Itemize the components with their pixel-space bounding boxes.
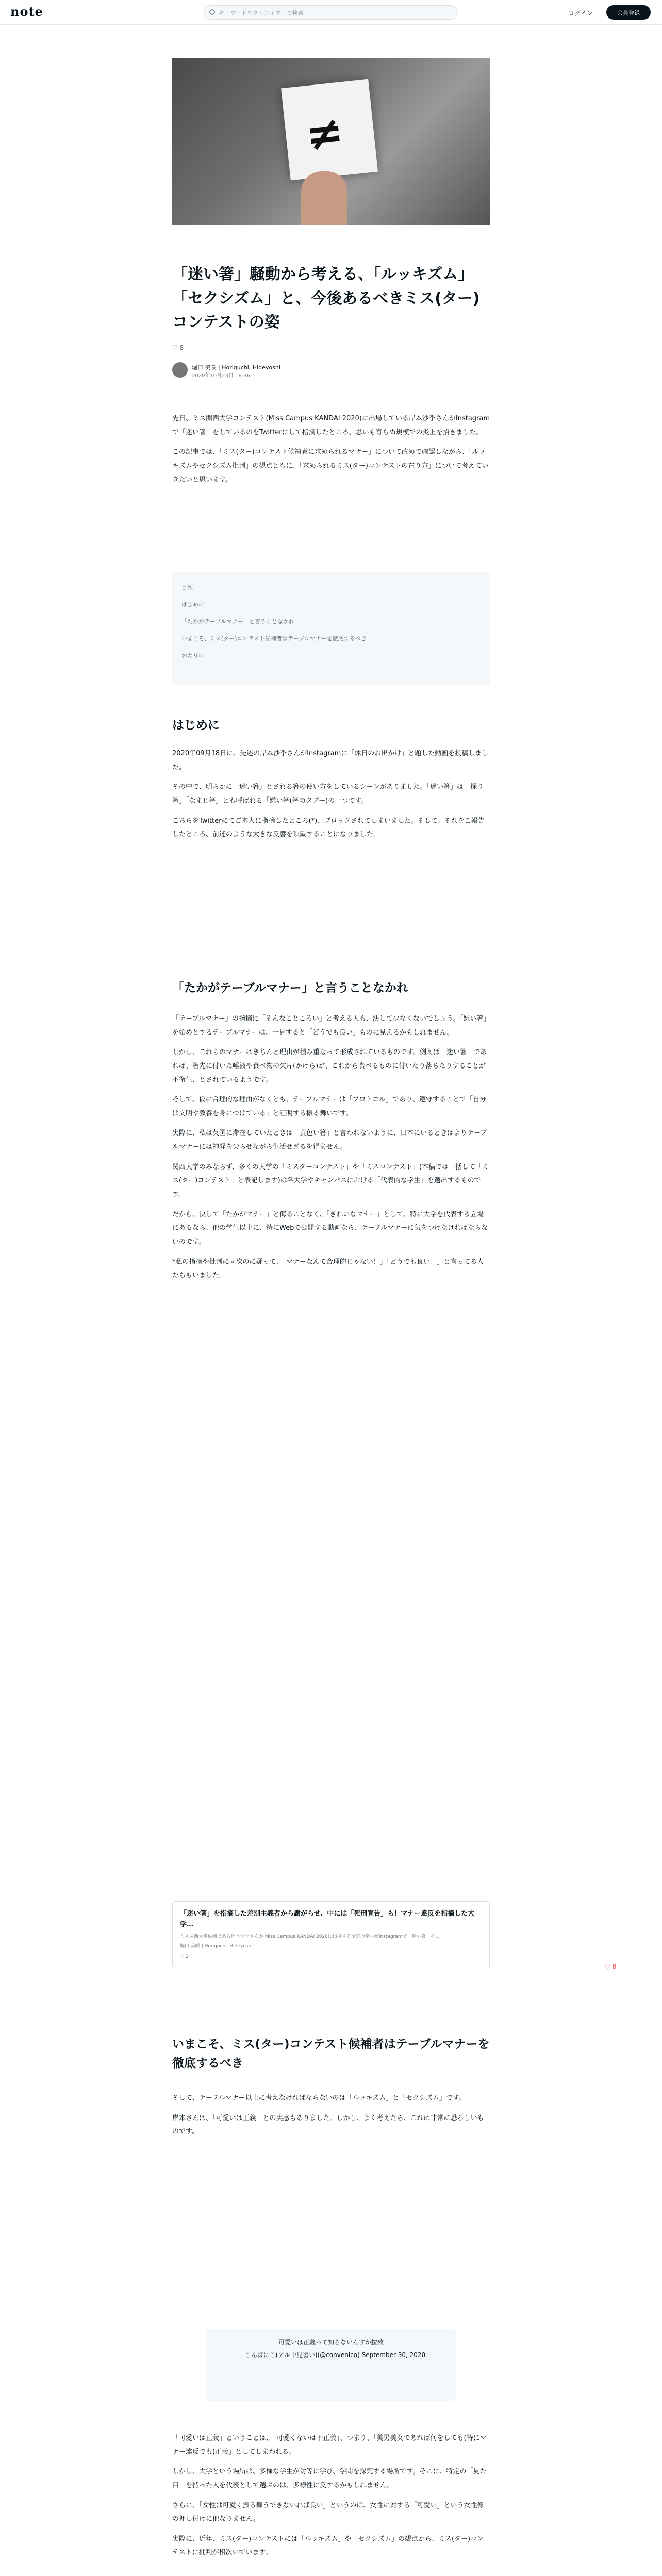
section-heading: はじめに — [172, 719, 220, 732]
table-of-contents — [172, 572, 490, 685]
paragraph: 「テーブルマナー」の指摘に「そんなこところい」と考える人も、決して少なくないでしょう。「嫌い箸」を始めとするテーブルマナーは、一見すると「どうでも良い」ものに見えるかもしれません。 — [172, 1015, 487, 1037]
section-body — [172, 1012, 490, 1289]
search-input[interactable] — [204, 5, 458, 20]
embed-author: 堀口 美咲 | Horiguchi, Hideyoshi — [180, 1944, 253, 1950]
section-heading: いまこそ、ミス(ター)コンテスト候補者はテーブルマナーを徹底するべき — [172, 2038, 490, 2070]
paragraph: 関西大学のみならず、多くの大学の「ミスターコンテスト」や「ミスコンテスト」(本稿では一括して「ミス(ター)コンテスト」と表記します)は各大学やキャンパスにおける「代表的な学生」を選出するものです。 — [172, 1163, 489, 1199]
paragraph: 岸本さんは、「可愛いは正義」との実感もありました。しかし、よく考えたら、これは非常に恐ろしいものです。 — [172, 2114, 484, 2136]
paragraph: しかし、これらのマナーはきちんと理由が積み重なって形成されているものです。例えば「迷い箸」であれば、箸先に付いた唾液や食べ物の欠片(かけら)が、これから食べるものに付いたり落ちたりすることが不衛生、とされているようです。 — [172, 1048, 487, 1084]
avatar[interactable] — [172, 362, 188, 378]
like-button[interactable]: ♡ 8 — [172, 344, 184, 351]
paragraph: だから、決して「たかがマナー」と侮ることなく、「きれいなマナー」として、特に大学を代表する立場にあるなら、他の学生以上に、特にWebで公開する動画なら、テーブルマナーに気をつけなければならないのです。 — [172, 1210, 488, 1246]
embed-like-count: 2 — [185, 1954, 189, 1959]
toc-item[interactable]: いまこそ、ミス(ター)コンテスト候補者はテーブルマナーを徹底するべき — [181, 630, 481, 647]
paragraph: 実際に、近年、ミス(ター)コンテストには「ルッキズム」や「セクシズム」の観点から、ミス(ター)コンテストに批判が相次いでいます。 — [172, 2535, 484, 2557]
intro — [172, 412, 490, 493]
signup-button[interactable]: 会員登録 — [606, 5, 651, 20]
paragraph: そして、仮に合理的な理由がなくとも、テーブルマナーは「プロトコル」であり、遵守することで「自分は文明や教養を身につけている」と証明する振る舞いです。 — [172, 1096, 487, 1117]
article-date: 2020年10月23日 18:36 — [192, 373, 250, 379]
section-body — [172, 747, 490, 848]
hero-hand — [301, 171, 347, 225]
section-body — [172, 2092, 490, 2145]
tweet-author[interactable]: — こんばにこ(アル中見習い)(@convenico) September 30, 2020 — [236, 2351, 426, 2359]
like-count: 8 — [179, 344, 184, 351]
side-like-count: 8 — [612, 1963, 617, 1970]
not-equal-icon: ≠ — [303, 105, 346, 162]
paragraph: こちらをTwitterにてご本人に指摘したところ(*)、ブロックされてしまいました。そして、それをご報告したところ、前述のような大きな反響を頂戴することになりました。 — [172, 817, 485, 839]
toc-item[interactable]: 「たかがテーブルマナー」と言うことなかれ — [181, 613, 481, 630]
embedded-tweet[interactable] — [206, 2329, 456, 2401]
author-name[interactable]: 堀口 美咲 | Horiguchi, Hideyoshi — [192, 364, 280, 371]
intro-paragraph: この記事では、「ミス(ター)コンテスト候補者に求められるマナー」について改めて確認しながら、「ルッキズムやセクシズム批判」の観点ともに、「求められるミス(ター)コンテストの在り方」について考えていきたいと思います。 — [172, 448, 489, 484]
login-button[interactable]: ログイン — [568, 10, 593, 17]
toc-label[interactable]: 目次 — [181, 579, 481, 596]
search-placeholder: キーワードやクリエイターで検索 — [219, 10, 304, 16]
search-icon — [209, 9, 215, 15]
embed-title: 「迷い箸」を指摘した差別主義者から謝がらせ、中には「死刑宣告」も！マナー違反を指摘した大学… — [180, 1910, 475, 1928]
paragraph: しかし、大学という場所は、多様な学生が対等に学び、学問を探究する場所です。そこに、特定の「見た目」を持った人を代表として選ぶのは、多様性に反するかもしれません。 — [172, 2468, 487, 2489]
hero-image — [172, 58, 490, 225]
paragraph: 「可愛いは正義」ということは、「可愛くないは不正義」、つまり、「美男美女であれば何をしても(特にマナー違反でも)正義」としてしまわれる。 — [172, 2434, 487, 2456]
embed-desc: ミス関西大学候補である岸本沙季さんが Miss Campus KANDAI 2020に出場する予定の学生がInstagramで「迷い箸」を… — [180, 1934, 440, 1939]
paragraph: 実際に、私は英国に滞在していたときは「黄色い箸」と言われないように、日本にいるときはよりテーブルマナーには神経を尖らせながら生活せざるを得ません。 — [172, 1129, 487, 1151]
toc-item[interactable]: おわりに — [181, 647, 481, 664]
paragraph: そして、テーブルマナー以上に考えなければならないのは「ルッキズム」と「セクシズム」です。 — [172, 2094, 466, 2102]
paragraph: *私の指摘や批判に同次のに疑って、「マナーなんて合理的じゃない！」「どうでも良い！」と言ってる人たちもいました。 — [172, 1258, 484, 1280]
section-heading: 「たかがテーブルマナー」と言うことなかれ — [172, 981, 408, 995]
intro-paragraph: 先日、ミス関西大学コンテスト(Miss Campus KANDAI 2020)に出場している岸本沙季さんがInstagramで「迷い箸」をしているのをTwitterにして指摘したところ、思いも寄らぬ規模での炎上を招きました。 — [172, 415, 490, 436]
embedded-article-card[interactable] — [172, 1901, 490, 1968]
hero-card — [281, 79, 378, 181]
side-like-button[interactable]: ♡ 8 — [605, 1963, 617, 1970]
note-logo[interactable]: note — [10, 4, 43, 19]
paragraph: さらに、「女性は可愛く振る舞うできないれば良い」というのは、女性に対する「可愛い」という女性像の押し付けに他なりません。 — [172, 2501, 484, 2523]
embed-likes: ♡ 2 — [180, 1954, 189, 1959]
article-title: 「迷い箸」騒動から考える、「ルッキズム」「セクシズム」と、今後あるべきミス(ター)コンテストの姿 — [172, 265, 480, 331]
toc-item[interactable]: はじめに — [181, 596, 481, 613]
paragraph: その中で、明らかに「迷い箸」とされる箸の使い方をしているシーンがありました。「迷い箸」は「探り箸」「なまじ箸」とも呼ばれる「嫌い箸(箸のタブー)の一つです。 — [172, 783, 484, 805]
paragraph: 2020年09月18日に、先述の岸本沙季さんがInstagramに「休日のお出かけ」と題した動画を投稿しました。 — [172, 750, 489, 771]
tweet-text: 可愛いは正義って知らないんすか拉致 — [278, 2338, 384, 2346]
section-body — [172, 2432, 490, 2566]
header — [0, 0, 662, 25]
